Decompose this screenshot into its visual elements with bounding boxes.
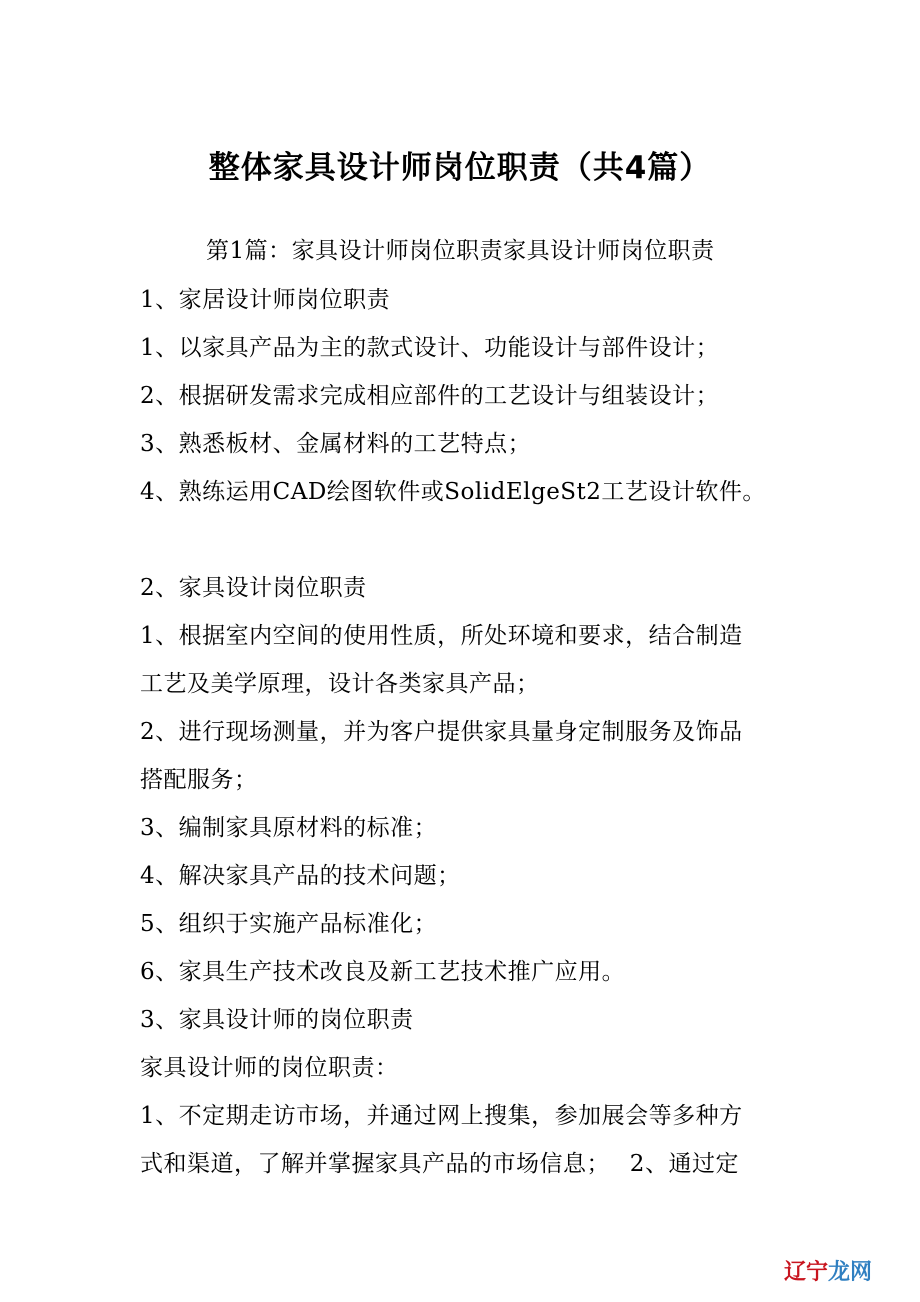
document-line-14: 5、组织于实施产品标准化；	[140, 911, 438, 937]
document-line-16: 3、家具设计师的岗位职责	[140, 1007, 414, 1033]
document-line-8: 1、根据室内空间的使用性质，所处环境和要求，结合制造	[140, 623, 743, 649]
document-line-1: 第1篇：家具设计师岗位职责家具设计师岗位职责	[206, 238, 715, 264]
document-title: 整体家具设计师岗位职责（共4篇）	[208, 150, 712, 186]
document-line-2: 1、家居设计师岗位职责	[140, 287, 391, 313]
document-line-5: 3、熟悉板材、金属材料的工艺特点；	[140, 431, 532, 457]
document-line-9: 工艺及美学原理，设计各类家具产品；	[140, 671, 540, 697]
watermark-text-part1: 辽宁	[784, 1260, 829, 1285]
document-line-10: 2、进行现场测量，并为客户提供家具量身定制服务及饰品	[140, 719, 743, 745]
document-line-18: 1、不定期走访市场，并通过网上搜集，参加展会等多种方	[140, 1103, 743, 1129]
document-line-7: 2、家具设计岗位职责	[140, 575, 367, 601]
document-line-4: 2、根据研发需求完成相应部件的工艺设计与组装设计；	[140, 383, 720, 409]
document-line-6: 4、熟练运用CAD绘图软件或SolidElgeSt2工艺设计软件。	[140, 479, 766, 505]
site-watermark-logo	[784, 1256, 888, 1290]
document-line-13: 4、解决家具产品的技术问题；	[140, 863, 461, 889]
document-line-19: 式和渠道，了解并掌握家具产品的市场信息； 2、通过定	[140, 1151, 739, 1177]
document-line-11: 搭配服务；	[140, 767, 258, 793]
document-line-17: 家具设计师的岗位职责：	[140, 1055, 399, 1081]
watermark-text-part2: 龙网	[828, 1260, 873, 1285]
document-line-12: 3、编制家具原材料的标准；	[140, 815, 438, 841]
document-line-15: 6、家具生产技术改良及新工艺技术推广应用。	[140, 959, 626, 985]
document-line-3: 1、以家具产品为主的款式设计、功能设计与部件设计；	[140, 335, 720, 361]
